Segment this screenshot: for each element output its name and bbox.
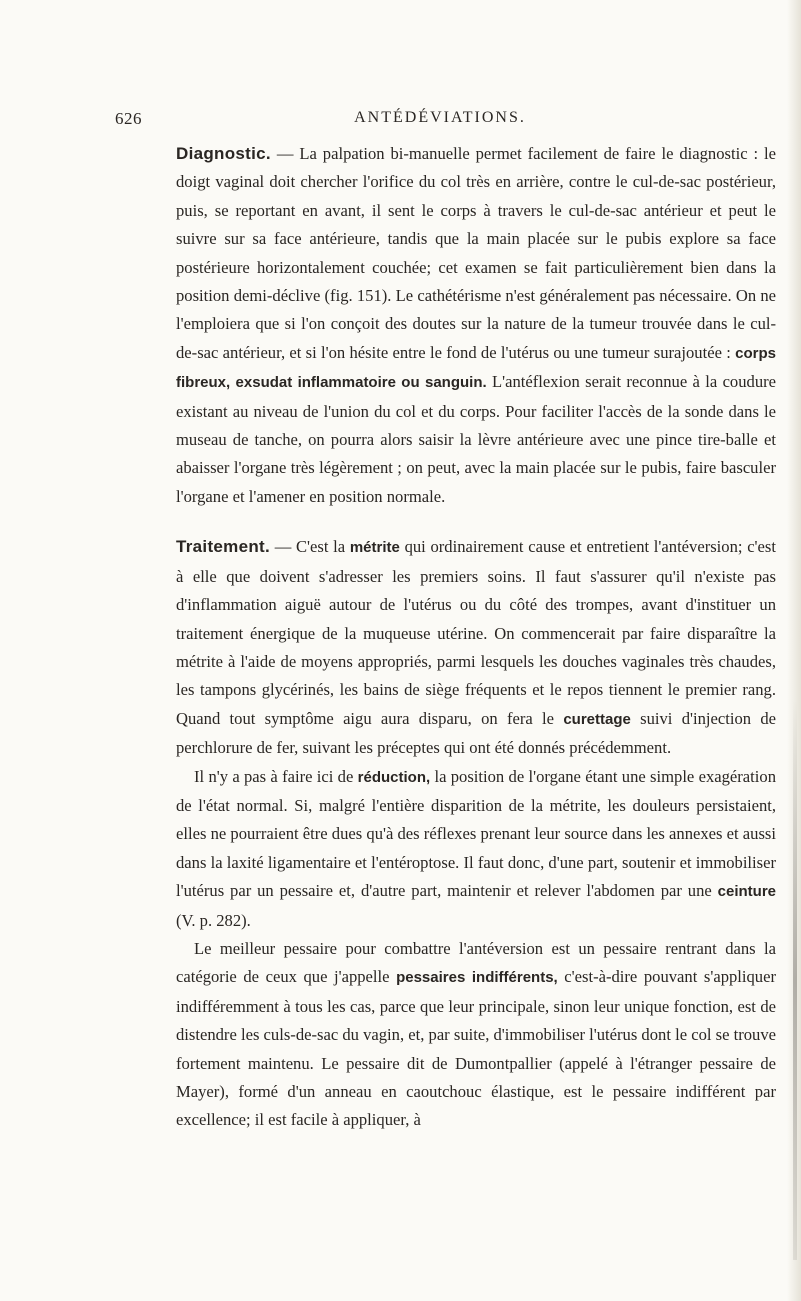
page-number: 626 — [115, 109, 142, 128]
emphasis-text: réduction, — [357, 768, 431, 786]
running-title: ANTÉDÉVIATIONS. — [354, 109, 526, 126]
emphasis-text: corps fibreux, exsudat inflammatoire ou sanguin. — [176, 344, 776, 392]
text-run: qui ordinairement cause et entretient l'antéversion; c'est à elle que doivent s'adresser les premiers soins. Il faut s'assurer qu'il n'existe pas d'inflammation aiguë autour de l'utérus ou du côté des trompes, avant d'instituer un traitement énergique de la muqueuse utérine. On commencerait par faire disparaître la métrite à l'aide de moyens appropriés, parmi lesquels les douches vaginales très chaudes, les tampons glycérinés, les bains de siège fréquents et le repos tiennent le premier rang. Quand tout symptôme aigu aura disparu, on fera le — [176, 537, 776, 728]
text-run: suivi d'injection de perchlorure de fer, suivant les préceptes qui ont été donnés précédemment. — [176, 708, 777, 758]
paragraph-diagnostic — [176, 140, 776, 511]
text-run: — C'est la — [270, 537, 350, 557]
text-run: — La palpation bi-manuelle permet facilement de faire le diagnostic : le doigt vaginal doit chercher l'orifice du col très en arrière, contre le cul-de-sac postérieur, puis, se reportant en avant, il sent le corps à travers le cul-de-sac antérieur et peut le suivre sur sa face antérieure, tandis que la main placée sur le pubis explore sa face postérieure horizontalement couchée; cet examen se fait particulièrement bien dans la position demi-déclive (fig. 151). Le cathétérisme n'est généralement pas nécessaire. On ne l'emploiera que si l'on conçoit des doutes sur la nature de la tumeur trouvée dans le cul-de-sac antérieur, et si l'on hésite entre le fond de l'utérus ou une tumeur surajoutée : — [176, 144, 776, 362]
paragraph-traitement — [176, 533, 776, 762]
text-run: la position de l'organe étant une simple exagération de l'état normal. Si, malgré l'entière disparition de la métrite, les douleurs persistaient, elles ne pourraient être dues qu'à des réflexes prenant leur source dans les annexes et aussi dans la laxité ligamentaire et l'entéroptose. Il faut donc, d'une part, soutenir et immobiliser l'utérus par un pessaire et, d'autre part, maintenir et relever l'abdomen par une — [176, 766, 776, 901]
emphasis-text: ceinture — [717, 883, 776, 901]
emphasis-text: métrite — [349, 539, 400, 557]
emphasis-text: pessaires indifférents, — [396, 969, 558, 987]
paragraph-reduction — [176, 763, 776, 935]
text-run: Le meilleur pessaire pour combattre l'antéversion est un pessaire rentrant dans la catégorie de ceux que j'appelle — [176, 938, 776, 987]
heading-traitement: Traitement. — [176, 537, 270, 557]
text-run: (V. p. 282). — [176, 910, 251, 930]
text-run: L'antéflexion serait reconnue à la coudure existant au niveau de l'union du col et du corps. Pour faciliter l'accès de la sonde dans le museau de tanche, on pourra alors saisir la lèvre antérieure avec une pince tire-balle et abaisser l'organe très légèrement ; on peut, avec la main placée sur le pubis, faire basculer l'organe et l'amener en position normale. — [176, 372, 777, 506]
page-edge-mark — [793, 700, 797, 1260]
text-run: c'est-à-dire pouvant s'appliquer indifféremment à tous les cas, parce que leur principale, sinon leur unique fonction, est de distendre les culs-de-sac du vagin, et, par suite, d'immobiliser l'utérus dont le col se trouve fortement maintenu. Le pessaire dit de Dumontpallier (appelé à l'étranger pessaire de Mayer), formé d'un anneau en caoutchouc élastique, est le pessaire indifférent par excellence; il est facile à appliquer, à — [176, 967, 776, 1130]
text-run: Il n'y a pas à faire ici de — [194, 766, 358, 786]
emphasis-text: curettage — [563, 710, 631, 728]
heading-diagnostic: Diagnostic. — [176, 144, 271, 163]
body-text — [176, 140, 776, 1135]
paragraph-pessaire — [176, 935, 776, 1135]
